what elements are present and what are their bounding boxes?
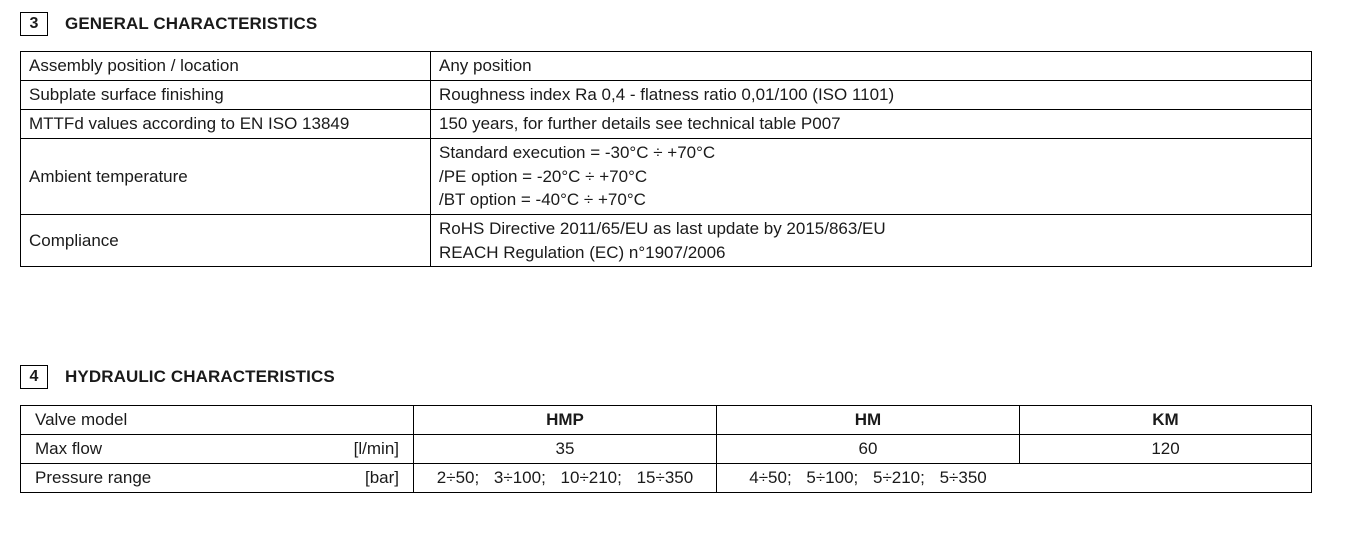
general-characteristics-table <box>20 51 1312 267</box>
table-row <box>21 406 1312 435</box>
section-title: GENERAL CHARACTERISTICS <box>65 14 318 33</box>
model-hm: HM <box>717 406 1020 435</box>
hydraulic-characteristics-table <box>20 405 1312 493</box>
pressure-range-unit: [bar] <box>364 468 399 488</box>
value-line: /PE option = -20°C ÷ +70°C <box>439 166 648 186</box>
value-line: Roughness index Ra 0,4 - flatness ratio 0,01/100 (ISO 1101) <box>439 85 895 105</box>
table-row <box>21 139 1312 215</box>
row-label: Assembly position / location <box>21 52 431 81</box>
general-section-header <box>20 12 317 36</box>
row-value <box>431 81 1312 110</box>
model-hmp: HMP <box>414 406 717 435</box>
row-value <box>431 215 1312 267</box>
hydraulic-section-header <box>20 365 335 389</box>
table-row <box>21 435 1312 464</box>
value-line: REACH Regulation (EC) n°1907/2006 <box>439 242 726 262</box>
section-number: 3 <box>20 12 48 36</box>
max-flow-cell <box>21 435 414 464</box>
row-label: Compliance <box>21 215 431 267</box>
value-line: Any position <box>439 56 532 76</box>
row-value <box>431 110 1312 139</box>
model-km: KM <box>1020 406 1312 435</box>
row-value <box>431 139 1312 215</box>
row-value <box>431 52 1312 81</box>
section-title: HYDRAULIC CHARACTERISTICS <box>65 367 335 386</box>
table-row <box>21 215 1312 267</box>
value-line: RoHS Directive 2011/65/EU as last update by 2015/863/EU <box>439 219 886 238</box>
max-flow-hmp: 35 <box>414 435 717 464</box>
row-label: Subplate surface finishing <box>21 81 431 110</box>
value-line: 150 years, for further details see technical table P007 <box>439 114 841 134</box>
max-flow-hm: 60 <box>717 435 1020 464</box>
table-row <box>21 52 1312 81</box>
valve-model-label: Valve model <box>21 406 414 435</box>
max-flow-km: 120 <box>1020 435 1312 464</box>
max-flow-unit: [l/min] <box>353 439 399 459</box>
value-line: /BT option = -40°C ÷ +70°C <box>439 190 646 210</box>
table-row <box>21 110 1312 139</box>
pressure-range-hmp: 2÷50; 3÷100; 10÷210; 15÷350 <box>414 464 717 493</box>
value-line: Standard execution = -30°C ÷ +70°C <box>439 143 716 163</box>
table-row <box>21 464 1312 493</box>
pressure-range-hm-km: 4÷50; 5÷100; 5÷210; 5÷350 <box>717 464 1312 493</box>
pressure-range-cell <box>21 464 414 493</box>
row-label: MTTFd values according to EN ISO 13849 <box>21 110 431 139</box>
max-flow-label: Max flow <box>35 439 103 459</box>
row-label: Ambient temperature <box>21 139 431 215</box>
pressure-range-label: Pressure range <box>35 468 152 488</box>
section-number: 4 <box>20 365 48 389</box>
table-row <box>21 81 1312 110</box>
